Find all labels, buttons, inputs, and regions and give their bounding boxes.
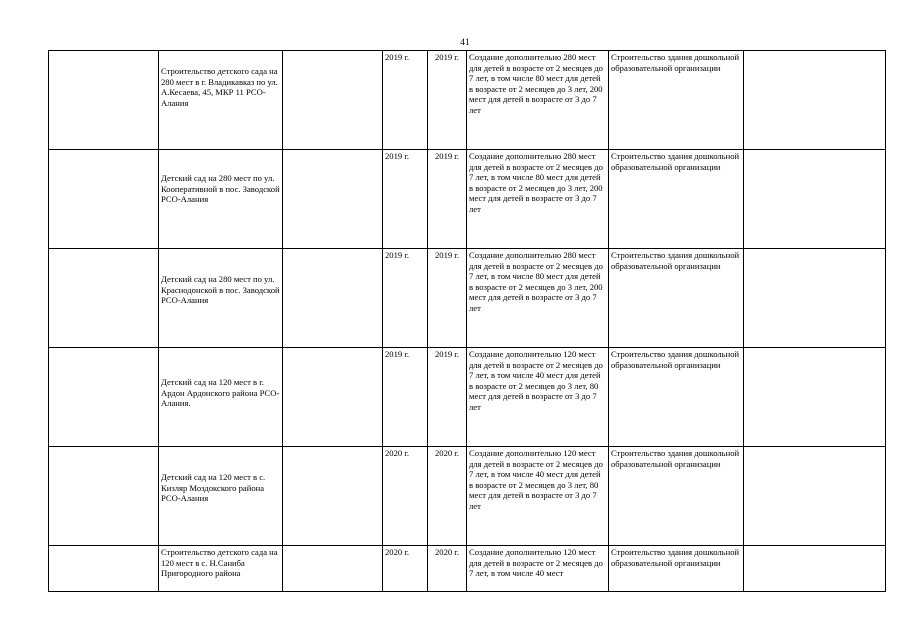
description-cell-text: Создание дополнительно 280 мест для детей в возрасте от 2 месяцев до 7 лет, в том числе 80 мест для детей в возрасте от 2 месяцев до 3 лет, 200 мест для детей в возрасте от 3 до 7 лет (469, 250, 603, 313)
empty-cell (744, 348, 886, 447)
project-type-cell-text: Строительство здания дошкольной образовательной организации (611, 448, 740, 469)
object-name-cell-text: Детский сад на 120 мест в с. Кизляр Моздокского района РСО-Алания (161, 472, 266, 504)
start-year-cell (383, 51, 428, 150)
end-year-cell (428, 447, 467, 546)
table-row (49, 546, 886, 592)
end-year-cell-text: 2020 г. (434, 448, 460, 458)
empty-cell (49, 447, 159, 546)
description-cell-text: Создание дополнительно 120 мест для детей в возрасте от 2 месяцев до 7 лет, в том числе 40 мест для детей в возрасте от 2 месяцев до 3 лет, 80 мест для детей в возрасте от 3 до 7 лет (469, 349, 603, 412)
start-year-cell-text: 2019 г. (385, 52, 410, 62)
end-year-cell-text: 2019 г. (434, 349, 460, 359)
page-number: 41 (460, 38, 470, 48)
end-year-cell-text: 2019 г. (434, 250, 460, 260)
object-name-cell (159, 546, 283, 592)
project-type-cell (609, 348, 744, 447)
empty-cell (49, 51, 159, 150)
empty-cell (283, 249, 383, 348)
table-body (49, 51, 886, 592)
empty-cell (283, 546, 383, 592)
project-type-cell-text: Строительство здания дошкольной образовательной организации (611, 52, 740, 73)
description-cell-text: Создание дополнительно 120 мест для детей в возрасте от 2 месяцев до 7 лет, в том числе 40 мест (469, 547, 603, 579)
empty-cell (49, 546, 159, 592)
empty-cell (283, 51, 383, 150)
empty-cell (49, 348, 159, 447)
empty-cell (744, 150, 886, 249)
start-year-cell-text: 2020 г. (385, 547, 410, 557)
project-type-cell (609, 51, 744, 150)
object-name-cell-text: Детский сад на 280 мест по ул. Краснодонской в пос. Заводской РСО-Алания (161, 274, 280, 306)
start-year-cell (383, 348, 428, 447)
start-year-cell (383, 249, 428, 348)
project-type-cell-text: Строительство здания дошкольной образовательной организации (611, 547, 740, 568)
end-year-cell (428, 546, 467, 592)
description-cell (467, 249, 609, 348)
start-year-cell-text: 2019 г. (385, 151, 410, 161)
end-year-cell-text: 2019 г. (434, 52, 460, 62)
object-name-cell-text: Детский сад на 280 мест по ул. Кооперативной в пос. Заводской РСО-Алания (161, 173, 280, 205)
projects-table (48, 50, 886, 592)
project-type-cell-text: Строительство здания дошкольной образовательной организации (611, 151, 740, 172)
description-cell-text: Создание дополнительно 280 мест для детей в возрасте от 2 месяцев до 7 лет, в том числе 80 мест для детей в возрасте от 2 месяцев до 3 лет, 200 мест для детей в возрасте от 3 до 7 лет (469, 52, 603, 115)
table-row (49, 249, 886, 348)
object-name-cell (159, 150, 283, 249)
description-cell (467, 348, 609, 447)
description-cell-text: Создание дополнительно 120 мест для детей в возрасте от 2 месяцев до 7 лет, в том числе 40 мест для детей в возрасте от 2 месяцев до 3 лет, 80 мест для детей в возрасте от 3 до 7 лет (469, 448, 603, 511)
project-type-cell (609, 546, 744, 592)
project-type-cell-text: Строительство здания дошкольной образовательной организации (611, 250, 740, 271)
project-type-cell (609, 150, 744, 249)
end-year-cell (428, 348, 467, 447)
empty-cell (744, 546, 886, 592)
table-row (49, 51, 886, 150)
start-year-cell (383, 150, 428, 249)
end-year-cell (428, 249, 467, 348)
object-name-cell (159, 447, 283, 546)
object-name-cell-text: Строительство детского сада на 280 мест в г. Владикавказ по ул. А.Кесаева, 45, МКР 11 РСО-Алания (161, 66, 278, 108)
end-year-cell-text: 2020 г. (434, 547, 460, 557)
description-cell-text: Создание дополнительно 280 мест для детей в возрасте от 2 месяцев до 7 лет, в том числе 80 мест для детей в возрасте от 2 месяцев до 3 лет, 200 мест для детей в возрасте от 3 до 7 лет (469, 151, 603, 214)
description-cell (467, 546, 609, 592)
empty-cell (744, 249, 886, 348)
start-year-cell-text: 2019 г. (385, 250, 410, 260)
description-cell (467, 51, 609, 150)
empty-cell (283, 447, 383, 546)
empty-cell (744, 447, 886, 546)
empty-cell (49, 249, 159, 348)
start-year-cell (383, 447, 428, 546)
empty-cell (744, 51, 886, 150)
table-row (49, 348, 886, 447)
start-year-cell (383, 546, 428, 592)
description-cell (467, 447, 609, 546)
object-name-cell (159, 249, 283, 348)
start-year-cell-text: 2020 г. (385, 448, 410, 458)
object-name-cell-text: Детский сад на 120 мест в г. Ардон Ардонского района РСО-Алания. (161, 377, 280, 409)
object-name-cell-text: Строительство детского сада на 120 мест в с. Н.Саниба Пригородного района (161, 547, 278, 579)
project-type-cell-text: Строительство здания дошкольной образовательной организации (611, 349, 740, 370)
table-row (49, 447, 886, 546)
object-name-cell (159, 51, 283, 150)
end-year-cell (428, 150, 467, 249)
empty-cell (49, 150, 159, 249)
empty-cell (283, 150, 383, 249)
project-type-cell (609, 249, 744, 348)
object-name-cell (159, 348, 283, 447)
empty-cell (283, 348, 383, 447)
table-row (49, 150, 886, 249)
start-year-cell-text: 2019 г. (385, 349, 410, 359)
description-cell (467, 150, 609, 249)
end-year-cell-text: 2019 г. (434, 151, 460, 161)
end-year-cell (428, 51, 467, 150)
project-type-cell (609, 447, 744, 546)
